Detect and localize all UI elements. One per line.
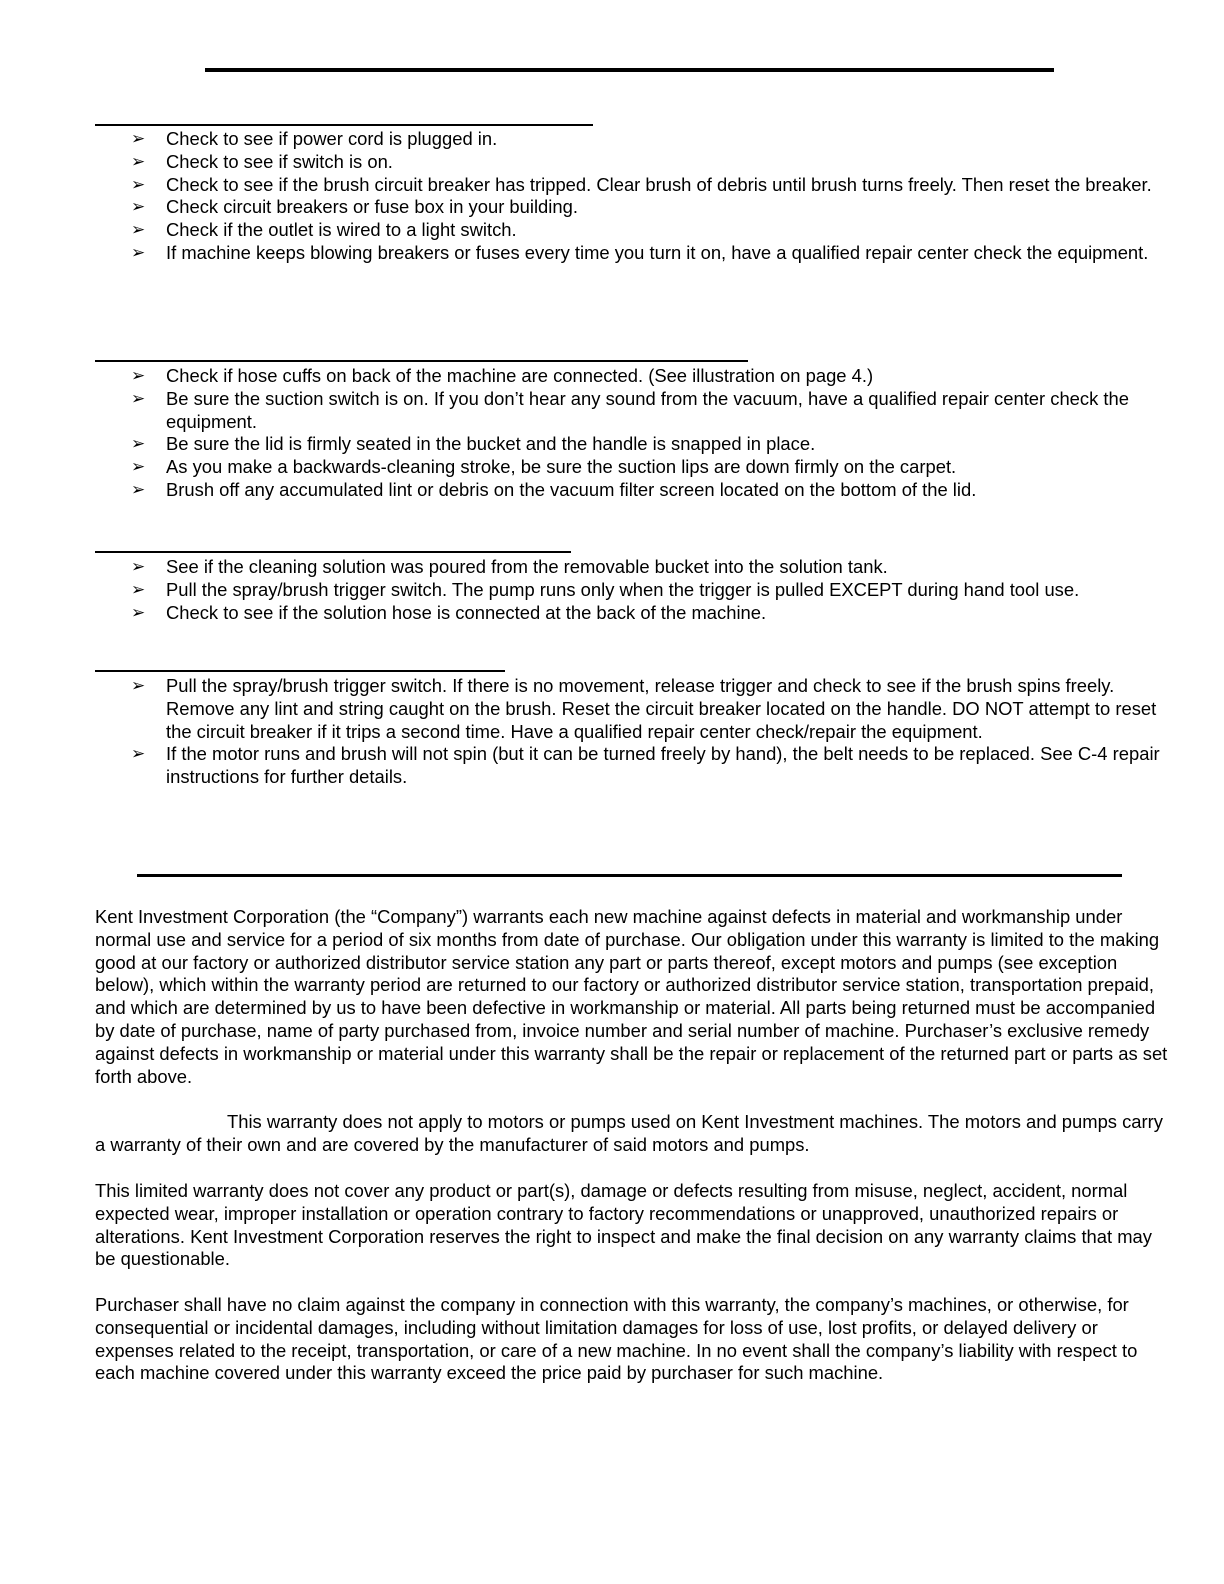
arrow-bullet-icon: ➢ <box>131 676 146 695</box>
troubleshooting-list-suction <box>130 365 1180 502</box>
troubleshooting-list-brush <box>130 675 1180 789</box>
section-heading-rule-suction <box>95 360 748 362</box>
list-item-text: Check if the outlet is wired to a light switch. <box>166 219 517 241</box>
warranty-title-rule <box>137 874 1122 877</box>
arrow-bullet-icon: ➢ <box>131 557 146 576</box>
list-item <box>130 433 1180 456</box>
arrow-bullet-icon: ➢ <box>131 602 146 622</box>
list-item-text: Check if hose cuffs on back of the machine are connected. (See illustration on page 4.) <box>166 365 874 386</box>
arrow-bullet-icon: ➢ <box>131 197 146 217</box>
troubleshooting-list-spray <box>130 556 1180 624</box>
list-item-text: Check to see if power cord is plugged in. <box>166 128 498 149</box>
list-item-text: Be sure the suction switch is on. If you don’t hear any sound from the vacuum, have a qualified repair center check the equipment. <box>166 387 1129 432</box>
list-item <box>130 388 1180 434</box>
list-item-text: If machine keeps blowing breakers or fuses every time you turn it on, have a qualified repair center check the equipment. <box>166 241 1149 263</box>
list-item <box>130 196 1180 219</box>
arrow-bullet-icon: ➢ <box>131 744 146 764</box>
arrow-bullet-icon: ➢ <box>131 579 146 599</box>
arrow-bullet-icon: ➢ <box>131 457 146 477</box>
list-item-text: As you make a backwards-cleaning stroke, be sure the suction lips are down firmly on the carpet. <box>166 456 957 478</box>
list-item <box>130 675 1180 743</box>
list-item <box>130 579 1180 602</box>
list-item-text: See if the cleaning solution was poured from the removable bucket into the solution tank. <box>166 556 888 577</box>
list-item-text: Pull the spray/brush trigger switch. The pump runs only when the trigger is pulled EXCEPT during hand tool use. <box>166 578 1080 600</box>
list-item-text: Be sure the lid is firmly seated in the bucket and the handle is snapped in place. <box>166 433 816 455</box>
warranty-exception-paragraph: This warranty does not apply to motors or pumps used on Kent Investment machines. The motors and pumps carry a warranty of their own and are covered by the manufacturer of said motors and pumps. <box>95 1111 1163 1155</box>
warranty-limitation-paragraph: This limited warranty does not cover any product or part(s), damage or defects resulting from misuse, neglect, accident, normal expected wear, improper installation or operation contrary to factory recommendations or unapproved, unauthorized repairs or alterations. Kent Investment Corporation reserves the right to inspect and make the final decision on any warranty claims that may be questionable. <box>95 1180 1152 1270</box>
list-item <box>130 602 1180 625</box>
arrow-bullet-icon: ➢ <box>131 242 146 262</box>
list-item-text: Brush off any accumulated lint or debris on the vacuum filter screen located on the bottom of the lid. <box>166 478 977 500</box>
arrow-bullet-icon: ➢ <box>131 434 146 454</box>
list-item <box>130 242 1180 265</box>
warranty-liability-paragraph: Purchaser shall have no claim against the company in connection with this warranty, the company’s machines, or otherwise, for consequential or incidental damages, including without limitation damages for loss of use, lost profits, or delayed delivery or expenses related to the receipt, transportation, or care of a new machine. In no event shall the company’s liability with respect to each machine covered under this warranty exceed the price paid by purchaser for such machine. <box>95 1294 1138 1384</box>
section-heading-rule-brush <box>95 670 505 672</box>
list-item-text: If the motor runs and brush will not spin (but it can be turned freely by hand), the belt needs to be replaced. See C-4 repair instructions for further details. <box>166 743 1160 788</box>
list-item-text: Check to see if the solution hose is connected at the back of the machine. <box>166 601 767 623</box>
list-item <box>130 128 1180 151</box>
arrow-bullet-icon: ➢ <box>131 151 146 171</box>
list-item <box>130 479 1180 502</box>
troubleshooting-list-power <box>130 128 1180 265</box>
arrow-bullet-icon: ➢ <box>131 174 146 194</box>
list-item-text: Check to see if switch is on. <box>166 150 393 172</box>
list-item <box>130 556 1180 579</box>
list-item-text: Check circuit breakers or fuse box in your building. <box>166 196 578 218</box>
list-item <box>130 365 1180 388</box>
list-item <box>130 456 1180 479</box>
warranty-paragraph: Kent Investment Corporation (the “Company”) warrants each new machine against defects in material and workmanship under normal use and service for a period of six months from date of purchase. Our obligation under this warranty is limited to the making good at our factory or authorized distributor service station any part or parts thereof, except motors and pumps (see exception below), which within the warranty period are returned to our factory or authorized distributor service station, transportation prepaid, and which are determined by us to have been defective in workmanship or material. All parts being returned must be accompanied by date of purchase, name of party purchased from, invoice number and serial number of machine. Purchaser’s exclusive remedy against defects in workmanship or material under this warranty shall be the repair or replacement of the returned part or parts as set forth above. <box>95 906 1168 1087</box>
arrow-bullet-icon: ➢ <box>131 129 146 148</box>
arrow-bullet-icon: ➢ <box>131 220 146 240</box>
title-rule <box>205 68 1054 72</box>
section-heading-rule-power <box>95 124 593 126</box>
arrow-bullet-icon: ➢ <box>131 479 146 499</box>
list-item <box>130 151 1180 174</box>
list-item-text: Pull the spray/brush trigger switch. If there is no movement, release trigger and check to see if the brush spins freely. Remove any lint and string caught on the brush. Reset the circuit breaker located on the handle. DO NOT attempt to reset the circuit breaker if it trips a second time. Have a qualified repair center check/repair the equipment. <box>166 675 1157 742</box>
arrow-bullet-icon: ➢ <box>131 388 146 408</box>
section-heading-rule-spray <box>95 551 571 553</box>
list-item <box>130 743 1180 789</box>
list-item <box>130 174 1180 197</box>
list-item-text: Check to see if the brush circuit breaker has tripped. Clear brush of debris until brush turns freely. Then reset the breaker. <box>166 173 1152 195</box>
list-item <box>130 219 1180 242</box>
arrow-bullet-icon: ➢ <box>131 366 146 385</box>
